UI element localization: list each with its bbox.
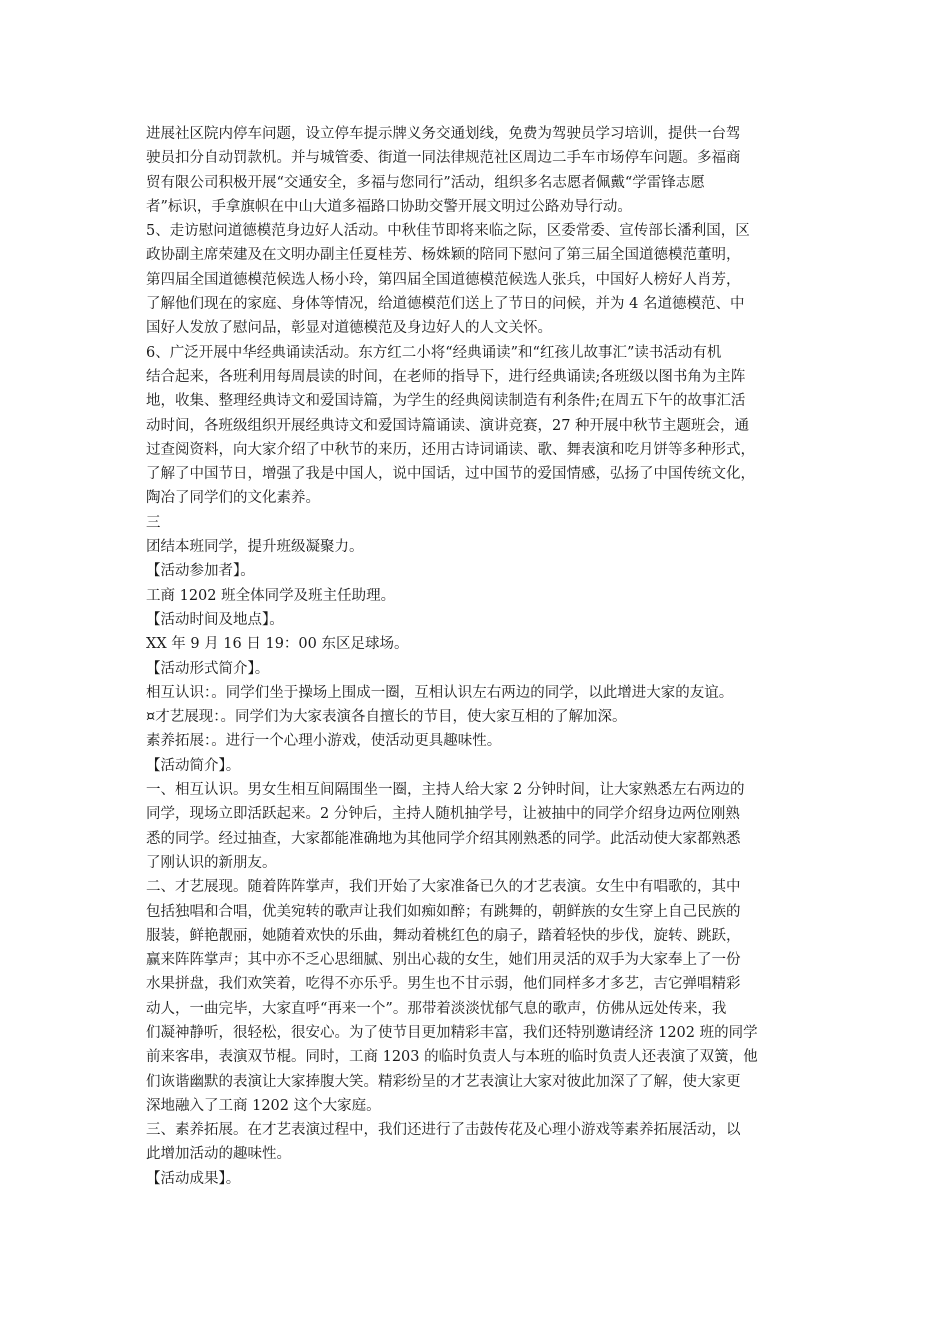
text-line: 【活动简介】。 — [146, 757, 241, 774]
paragraph-goal — [146, 535, 812, 559]
paragraph-participants — [146, 584, 812, 608]
paragraph-form1 — [146, 681, 812, 705]
paragraph-parking — [146, 122, 812, 219]
text-line: 团结本班同学，提升班级凝聚力。 — [146, 539, 364, 556]
paragraph-h-participants — [146, 559, 812, 583]
document-body — [146, 122, 812, 1191]
text-line: 三、素养拓展。在才艺表演过程中，我们还进行了击鼓传花及心理小游戏等素养拓展活动，以 — [146, 1122, 741, 1139]
text-line: 地，收集、整理经典诗文和爱国诗篇，为学生的经典阅读制造有利条件;在周五下午的故事汇活 — [146, 393, 746, 410]
text-line: 陶冶了同学们的文化素养。 — [146, 490, 320, 507]
text-line: 了刚认识的新朋友。 — [146, 854, 277, 871]
paragraph-intro3 — [146, 1118, 812, 1167]
paragraph-intro2 — [146, 875, 812, 1118]
paragraph-form2 — [146, 705, 812, 729]
text-line: 前来客串，表演双节棍。同时，工商 1203 的临时负责人与本班的临时负责人还表演了双簧，他 — [146, 1049, 758, 1066]
paragraph-section3 — [146, 511, 812, 535]
text-line: 们凝神静听，很轻松，很安心。为了使节目更加精彩丰富，我们还特别邀请经济 1202 班的同学 — [146, 1024, 758, 1041]
text-line: 【活动参加者】。 — [146, 563, 255, 580]
text-line: 深地融入了工商 1202 这个大家庭。 — [146, 1097, 381, 1114]
text-line: 6、广泛开展中华经典诵读活动。东方红二小将“经典诵读”和“红孩儿故事汇”读书活动有机 — [146, 344, 722, 361]
text-line: 悉的同学。经过抽查，大家都能准确地为其他同学介绍其刚熟悉的同学。此活动使大家都熟悉 — [146, 830, 741, 847]
text-line: 国好人发放了慰问品，彰显对道德模范及身边好人的人文关怀。 — [146, 320, 552, 337]
text-line: 赢来阵阵掌声；其中亦不乏心思细腻、别出心裁的女生，她们用灵活的双手为大家奉上了一份 — [146, 952, 741, 969]
text-line: 结合起来，各班利用每周晨读的时间，在老师的指导下，进行经典诵读;各班级以图书角为主阵 — [146, 368, 746, 385]
paragraph-h-intro — [146, 754, 812, 778]
text-line: 素养拓展：。进行一个心理小游戏，使活动更具趣味性。 — [146, 733, 502, 750]
paragraph-h-form — [146, 657, 812, 681]
text-line: 水果拼盘，我们欢笑着，吃得不亦乐乎。男生也不甘示弱，他们同样多才多艺，吉它弹唱精彩 — [146, 976, 741, 993]
text-line: 贸有限公司积极开展“交通安全，多福与您同行”活动，组织多名志愿者佩戴“学雷锋志愿 — [146, 174, 705, 191]
text-line: 了解他们现在的家庭、身体等情况，给道德模范们送上了节日的问候，并为 4 名道德模范、中 — [146, 296, 745, 313]
text-line: 动时间，各班级组织开展经典诗文和爱国诗篇诵读、演讲竞赛，27 种开展中秋节主题班会，通 — [146, 417, 750, 434]
text-line: 【活动成果】。 — [146, 1170, 241, 1187]
text-line: 【活动形式简介】。 — [146, 660, 270, 677]
text-line: 三 — [146, 514, 161, 531]
text-line: 同学，现场立即活跃起来。2 分钟后，主持人随机抽学号，让被抽中的同学介绍身边两位刚熟 — [146, 806, 740, 823]
text-line: 过查阅资料，向大家介绍了中秋节的来历，还用古诗词诵读、歌、舞表演和吃月饼等多种形式， — [146, 441, 755, 458]
text-line: 驶员扣分自动罚款机。并与城管委、街道一同法律规范社区周边二手车市场停车问题。多福商 — [146, 150, 741, 167]
text-line: 动人，一曲完毕，大家直呼“再来一个”。那带着淡淡忧郁气息的歌声，仿佛从远处传来，我 — [146, 1000, 727, 1017]
text-line: 一、相互认识。男女生相互间隔围坐一圈，主持人给大家 2 分钟时间，让大家熟悉左右两边的 — [146, 782, 745, 799]
paragraph-intro1 — [146, 778, 812, 875]
text-line: 者”标识，手拿旗帜在中山大道多福路口协助交警开展文明过公路劝导行动。 — [146, 198, 632, 215]
paragraph-h-time — [146, 608, 812, 632]
text-line: 此增加活动的趣味性。 — [146, 1146, 291, 1163]
text-line: ¤才艺展现：。同学们为大家表演各自擅长的节目，使大家互相的了解加深。 — [146, 709, 627, 726]
paragraph-item5 — [146, 219, 812, 340]
text-line: 政协副主席荣建及在文明办副主任夏桂芳、杨姝颖的陪同下慰问了第三届全国道德模范董明， — [146, 247, 741, 264]
text-line: 进展社区院内停车问题，设立停车提示牌义务交通划线，免费为驾驶员学习培训，提供一台驾 — [146, 126, 741, 142]
text-line: 服装，鲜艳靓丽，她随着欢快的乐曲，舞动着桃红色的扇子，踏着轻快的步伐，旋转、跳跃， — [146, 927, 741, 944]
paragraph-time — [146, 632, 812, 656]
text-line: 【活动时间及地点】。 — [146, 611, 284, 628]
text-line: 了解了中国节日，增强了我是中国人，说中国话，过中国节的爱国情感，弘扬了中国传统文化， — [146, 466, 755, 483]
text-line: XX 年 9 月 16 日 19：00 东区足球场。 — [146, 636, 409, 653]
text-line: 相互认识：。同学们坐于操场上围成一圈，互相认识左右两边的同学，以此增进大家的友谊。 — [146, 684, 734, 701]
text-line: 5、走访慰问道德模范身边好人活动。中秋佳节即将来临之际，区委常委、宣传部长潘利国，区 — [146, 223, 750, 240]
text-line: 工商 1202 班全体同学及班主任助理。 — [146, 587, 396, 604]
text-line: 第四届全国道德模范候选人杨小玲，第四届全国道德模范候选人张兵，中国好人榜好人肖芳， — [146, 271, 741, 288]
paragraph-form3 — [146, 729, 812, 753]
paragraph-item6 — [146, 341, 812, 511]
text-line: 们诙谐幽默的表演让大家捧腹大笑。精彩纷呈的才艺表演让大家对彼此加深了了解，使大家更 — [146, 1073, 741, 1090]
text-line: 二、才艺展现。随着阵阵掌声，我们开始了大家准备已久的才艺表演。女生中有唱歌的，其中 — [146, 879, 741, 896]
paragraph-h-results — [146, 1167, 812, 1191]
text-line: 包括独唱和合唱，优美宛转的歌声让我们如痴如醉；有跳舞的，朝鲜族的女生穿上自己民族的 — [146, 903, 741, 920]
